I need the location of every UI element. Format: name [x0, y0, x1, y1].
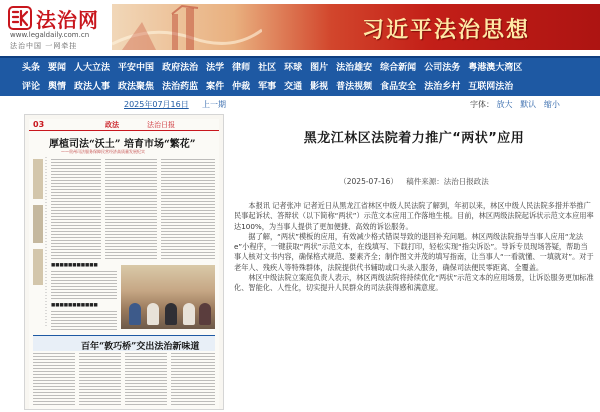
separator	[539, 100, 542, 109]
nav-item[interactable]: 政法人事	[74, 82, 111, 92]
article-text-block[interactable]	[79, 353, 121, 405]
article-text-block[interactable]	[171, 353, 215, 405]
nav-row-1	[0, 59, 600, 77]
font-large-button[interactable]: 放大	[496, 100, 513, 109]
article-paragraph: 据了解，“两状”模板的应用，有效减少格式错误导致的退回补充问题。林区两级法院指导当事人应用“龙法e”小程序，一键获取“两状”示范文本，在线填写、下载打印，轻松实现“指尖诉讼”。导诉专员现场答疑，帮助当事人核对文书内容，确保格式规范、要素齐全；制作图文并茂的填写指南，让当事人“一看就懂、一填就对”。对于老年人、残疾人等特殊群体，法院提供代书辅助或口头录入服务，确保司法便民零距离、全覆盖。	[234, 231, 594, 272]
date-bar	[0, 98, 600, 112]
banner-decoration-icon	[112, 4, 262, 50]
page-subheadline: ——贵州司法服务保障民营经济高质量发展纪实	[61, 149, 145, 154]
nav-item[interactable]: 评论	[22, 82, 41, 92]
nav-item[interactable]: 影视	[310, 82, 329, 92]
nav-item[interactable]: 法治药监	[162, 82, 199, 92]
nav-row-2	[0, 78, 600, 96]
article-title: 黑龙江林区法院着力推广“两状”应用	[303, 131, 525, 146]
page-subhead[interactable]: ■■■■■■■■■■■	[51, 263, 98, 268]
nav-item[interactable]: 互联网法治	[468, 82, 514, 92]
article-text-block[interactable]	[51, 271, 117, 299]
nav-item[interactable]: 政法聚焦	[118, 82, 155, 92]
nav-item[interactable]: 法学	[206, 63, 225, 73]
nav-item[interactable]: 食品安全	[380, 82, 417, 92]
nav-item[interactable]: 图片	[310, 63, 329, 73]
page-section: 政法	[105, 121, 119, 129]
vertical-headline[interactable]	[33, 159, 43, 199]
nav-item[interactable]: 政府法治	[162, 63, 199, 73]
font-size-label: 字体：	[470, 100, 494, 109]
nav-item[interactable]: 平安中国	[118, 63, 155, 73]
nav-item[interactable]: 环球	[284, 63, 303, 73]
bottom-feature-title[interactable]: 百年“敦巧桥”交出法治新味道	[81, 342, 200, 352]
column-divider	[45, 157, 47, 327]
banner-title: 习近平法治思想	[362, 17, 531, 43]
article-source-label: 稿件来源：	[406, 177, 444, 186]
nav-item[interactable]: 普法视频	[336, 82, 373, 92]
article-text-block[interactable]	[105, 159, 157, 259]
nav-item[interactable]: 要闻	[48, 63, 67, 73]
nav-item[interactable]: 法治乡村	[424, 82, 461, 92]
newspaper-page	[29, 119, 219, 409]
person-figure	[199, 303, 211, 325]
article-text-block[interactable]	[51, 311, 117, 331]
person-figure	[129, 303, 141, 325]
article-text-block[interactable]	[161, 159, 215, 259]
nav-item[interactable]: 粤港澳大湾区	[468, 63, 523, 73]
main-nav	[0, 56, 600, 96]
nav-item[interactable]: 法治雄安	[336, 63, 373, 73]
logo-slogan: 法治中国 一网牵挂	[10, 42, 78, 50]
font-size-control	[470, 98, 560, 112]
logo-mark-icon	[8, 6, 32, 30]
newspaper-page-image[interactable]	[24, 114, 224, 410]
page-subhead[interactable]: ■■■■■■■■■■■	[51, 303, 98, 308]
nav-item[interactable]: 人大立法	[74, 63, 111, 73]
nav-item[interactable]: 舆情	[48, 82, 67, 92]
article-paragraph: 本报讯 记者张冲 记者近日从黑龙江省林区中级人民法院了解到，年初以来，林区中级人民法院多措并举推广民事起诉状、答辩状（以下简称“两状”）示范文本应用工作落地生根。目前，林区两级法院起诉状示范文本应用率达100%，为当事人提供了更加便捷、高效的诉讼服务。	[234, 201, 594, 231]
article-meta	[228, 176, 600, 187]
logo-url: www.legaldaily.com.cn	[10, 31, 90, 39]
font-small-button[interactable]: 缩小	[543, 100, 560, 109]
page-photo[interactable]	[121, 265, 215, 329]
nav-item[interactable]: 公司法务	[424, 63, 461, 73]
nav-item[interactable]: 律师	[232, 63, 251, 73]
previous-issue-link[interactable]: 上一期	[202, 100, 226, 109]
person-figure	[147, 303, 159, 325]
issue-date-link[interactable]: 2025年07月16日	[124, 100, 189, 109]
nav-item[interactable]: 交通	[284, 82, 303, 92]
font-default-button[interactable]: 默认	[520, 100, 537, 109]
page-masthead	[29, 119, 219, 131]
site-logo[interactable]	[8, 4, 108, 50]
nav-item[interactable]: 仲裁	[232, 82, 251, 92]
person-figure	[183, 303, 195, 325]
banner[interactable]	[112, 4, 600, 50]
nav-item[interactable]: 军事	[258, 82, 277, 92]
nav-item[interactable]: 综合新闻	[380, 63, 417, 73]
article-text-block[interactable]	[51, 159, 101, 259]
logo-name: 法治网	[36, 8, 99, 32]
site-header	[0, 0, 600, 54]
article-paragraph: 林区中级法院立案庭负责人表示，林区两级法院将持续优化“两状”示范文本的应用场景，让诉讼服务更加标准化、智能化、人性化，切实提升人民群众的司法获得感和满意度。	[234, 273, 594, 293]
separator	[515, 100, 518, 109]
nav-item[interactable]: 头条	[22, 63, 41, 73]
page-number: 03	[33, 120, 45, 129]
article-text-block[interactable]	[125, 353, 167, 405]
vertical-headline[interactable]	[33, 249, 43, 285]
article-source: 法治日报政法	[443, 177, 489, 186]
page-headline[interactable]: 厚植司法“沃土” 培育市场“繁花”	[49, 139, 196, 150]
paper-name: 法治日报	[147, 121, 175, 129]
nav-item[interactable]: 社区	[258, 63, 277, 73]
person-figure	[165, 303, 177, 325]
article-text-block[interactable]	[33, 353, 75, 405]
article-date: （2025-07-16）	[339, 177, 398, 186]
vertical-headline[interactable]	[33, 205, 43, 243]
nav-item[interactable]: 案件	[206, 82, 225, 92]
article-body	[234, 201, 594, 294]
